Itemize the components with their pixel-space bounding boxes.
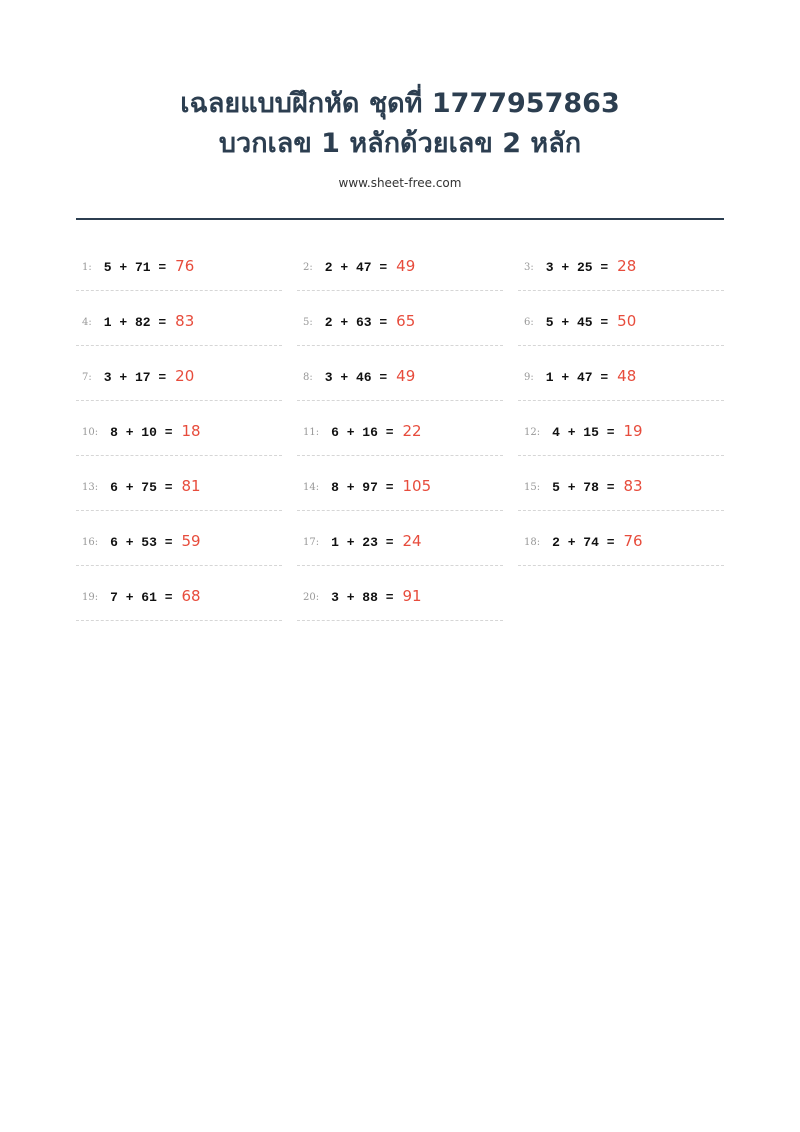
problem-answer: 48: [617, 366, 637, 385]
problem-expression: 3 + 46 =: [324, 370, 388, 385]
problem-answer: 28: [617, 256, 637, 275]
problem-number: 20:: [303, 592, 320, 603]
problem-answer: 49: [396, 256, 416, 275]
problem-item: [518, 300, 724, 346]
problem-expression: 8 + 10 =: [110, 425, 173, 440]
problem-number: 19:: [82, 592, 99, 603]
problem-number: 8:: [303, 372, 313, 383]
problem-expression: 2 + 47 =: [324, 260, 388, 275]
problem-expression: 2 + 63 =: [324, 315, 388, 330]
problem-item: [76, 300, 282, 346]
problem-number: 10:: [82, 427, 99, 438]
website-url: www.sheet-free.com: [338, 176, 462, 190]
problem-expression: 3 + 25 =: [545, 260, 609, 275]
problem-item: [76, 465, 282, 511]
problem-answer: 49: [396, 366, 416, 385]
problem-answer: 50: [617, 311, 637, 330]
problem-expression: 4 + 15 =: [552, 425, 615, 440]
page-title: เฉลยแบบฝึกหัด ชุดที่ 1777957863: [180, 88, 620, 119]
problem-item: [297, 245, 503, 291]
problem-number: 5:: [303, 317, 313, 328]
problem-expression: 3 + 17 =: [103, 370, 167, 385]
problem-expression: 5 + 45 =: [545, 315, 609, 330]
problem-answer: 83: [175, 311, 195, 330]
problem-answer: 59: [181, 531, 201, 550]
problem-item: [76, 410, 282, 456]
problem-item: [297, 465, 503, 511]
problem-item: [518, 465, 724, 511]
problem-number: 6:: [524, 317, 534, 328]
problem-item: [297, 410, 503, 456]
problem-item: [518, 245, 724, 291]
problem-number: 7:: [82, 372, 92, 383]
problem-number: 3:: [524, 262, 534, 273]
problem-item: [518, 410, 724, 456]
problem-expression: 6 + 16 =: [331, 425, 394, 440]
problem-expression: 7 + 61 =: [110, 590, 173, 605]
problem-item: [76, 575, 282, 621]
problem-item: [76, 520, 282, 566]
problem-answer: 76: [175, 256, 195, 275]
header-divider: [76, 218, 724, 220]
problem-item: [297, 300, 503, 346]
problem-answer: 22: [402, 421, 422, 440]
problem-item: [518, 355, 724, 401]
problem-answer: 81: [181, 476, 201, 495]
problem-item: [297, 575, 503, 621]
problem-number: 16:: [82, 537, 99, 548]
page-subtitle: บวกเลข 1 หลักด้วยเลข 2 หลัก: [218, 128, 582, 159]
problem-number: 12:: [524, 427, 541, 438]
problem-expression: 6 + 75 =: [110, 480, 173, 495]
problem-answer: 68: [181, 586, 201, 605]
problem-number: 1:: [82, 262, 92, 273]
problem-answer: 24: [402, 531, 422, 550]
problem-answer: 20: [175, 366, 195, 385]
problem-expression: 8 + 97 =: [331, 480, 394, 495]
problem-answer: 65: [396, 311, 416, 330]
problem-expression: 5 + 71 =: [103, 260, 167, 275]
problem-expression: 5 + 78 =: [552, 480, 615, 495]
problem-item: [76, 355, 282, 401]
problem-answer: 76: [623, 531, 643, 550]
problem-number: 18:: [524, 537, 541, 548]
problem-item: [76, 245, 282, 291]
problem-expression: 1 + 47 =: [545, 370, 609, 385]
problem-number: 2:: [303, 262, 313, 273]
problem-expression: 2 + 74 =: [552, 535, 615, 550]
page-header: [0, 84, 800, 190]
problem-answer: 91: [402, 586, 422, 605]
problem-number: 14:: [303, 482, 320, 493]
problem-answer: 83: [623, 476, 643, 495]
problem-answer: 105: [402, 476, 432, 495]
problem-item: [518, 520, 724, 566]
problem-expression: 6 + 53 =: [110, 535, 173, 550]
problem-expression: 1 + 82 =: [103, 315, 167, 330]
problem-number: 15:: [524, 482, 541, 493]
problem-number: 13:: [82, 482, 99, 493]
problem-answer: 19: [623, 421, 643, 440]
problem-number: 4:: [82, 317, 92, 328]
problem-number: 9:: [524, 372, 534, 383]
problem-answer: 18: [181, 421, 201, 440]
problem-item: [297, 520, 503, 566]
problem-expression: 1 + 23 =: [331, 535, 394, 550]
problem-grid: [76, 245, 724, 621]
problem-number: 17:: [303, 537, 320, 548]
problem-item: [297, 355, 503, 401]
problem-number: 11:: [303, 427, 320, 438]
problem-expression: 3 + 88 =: [331, 590, 394, 605]
